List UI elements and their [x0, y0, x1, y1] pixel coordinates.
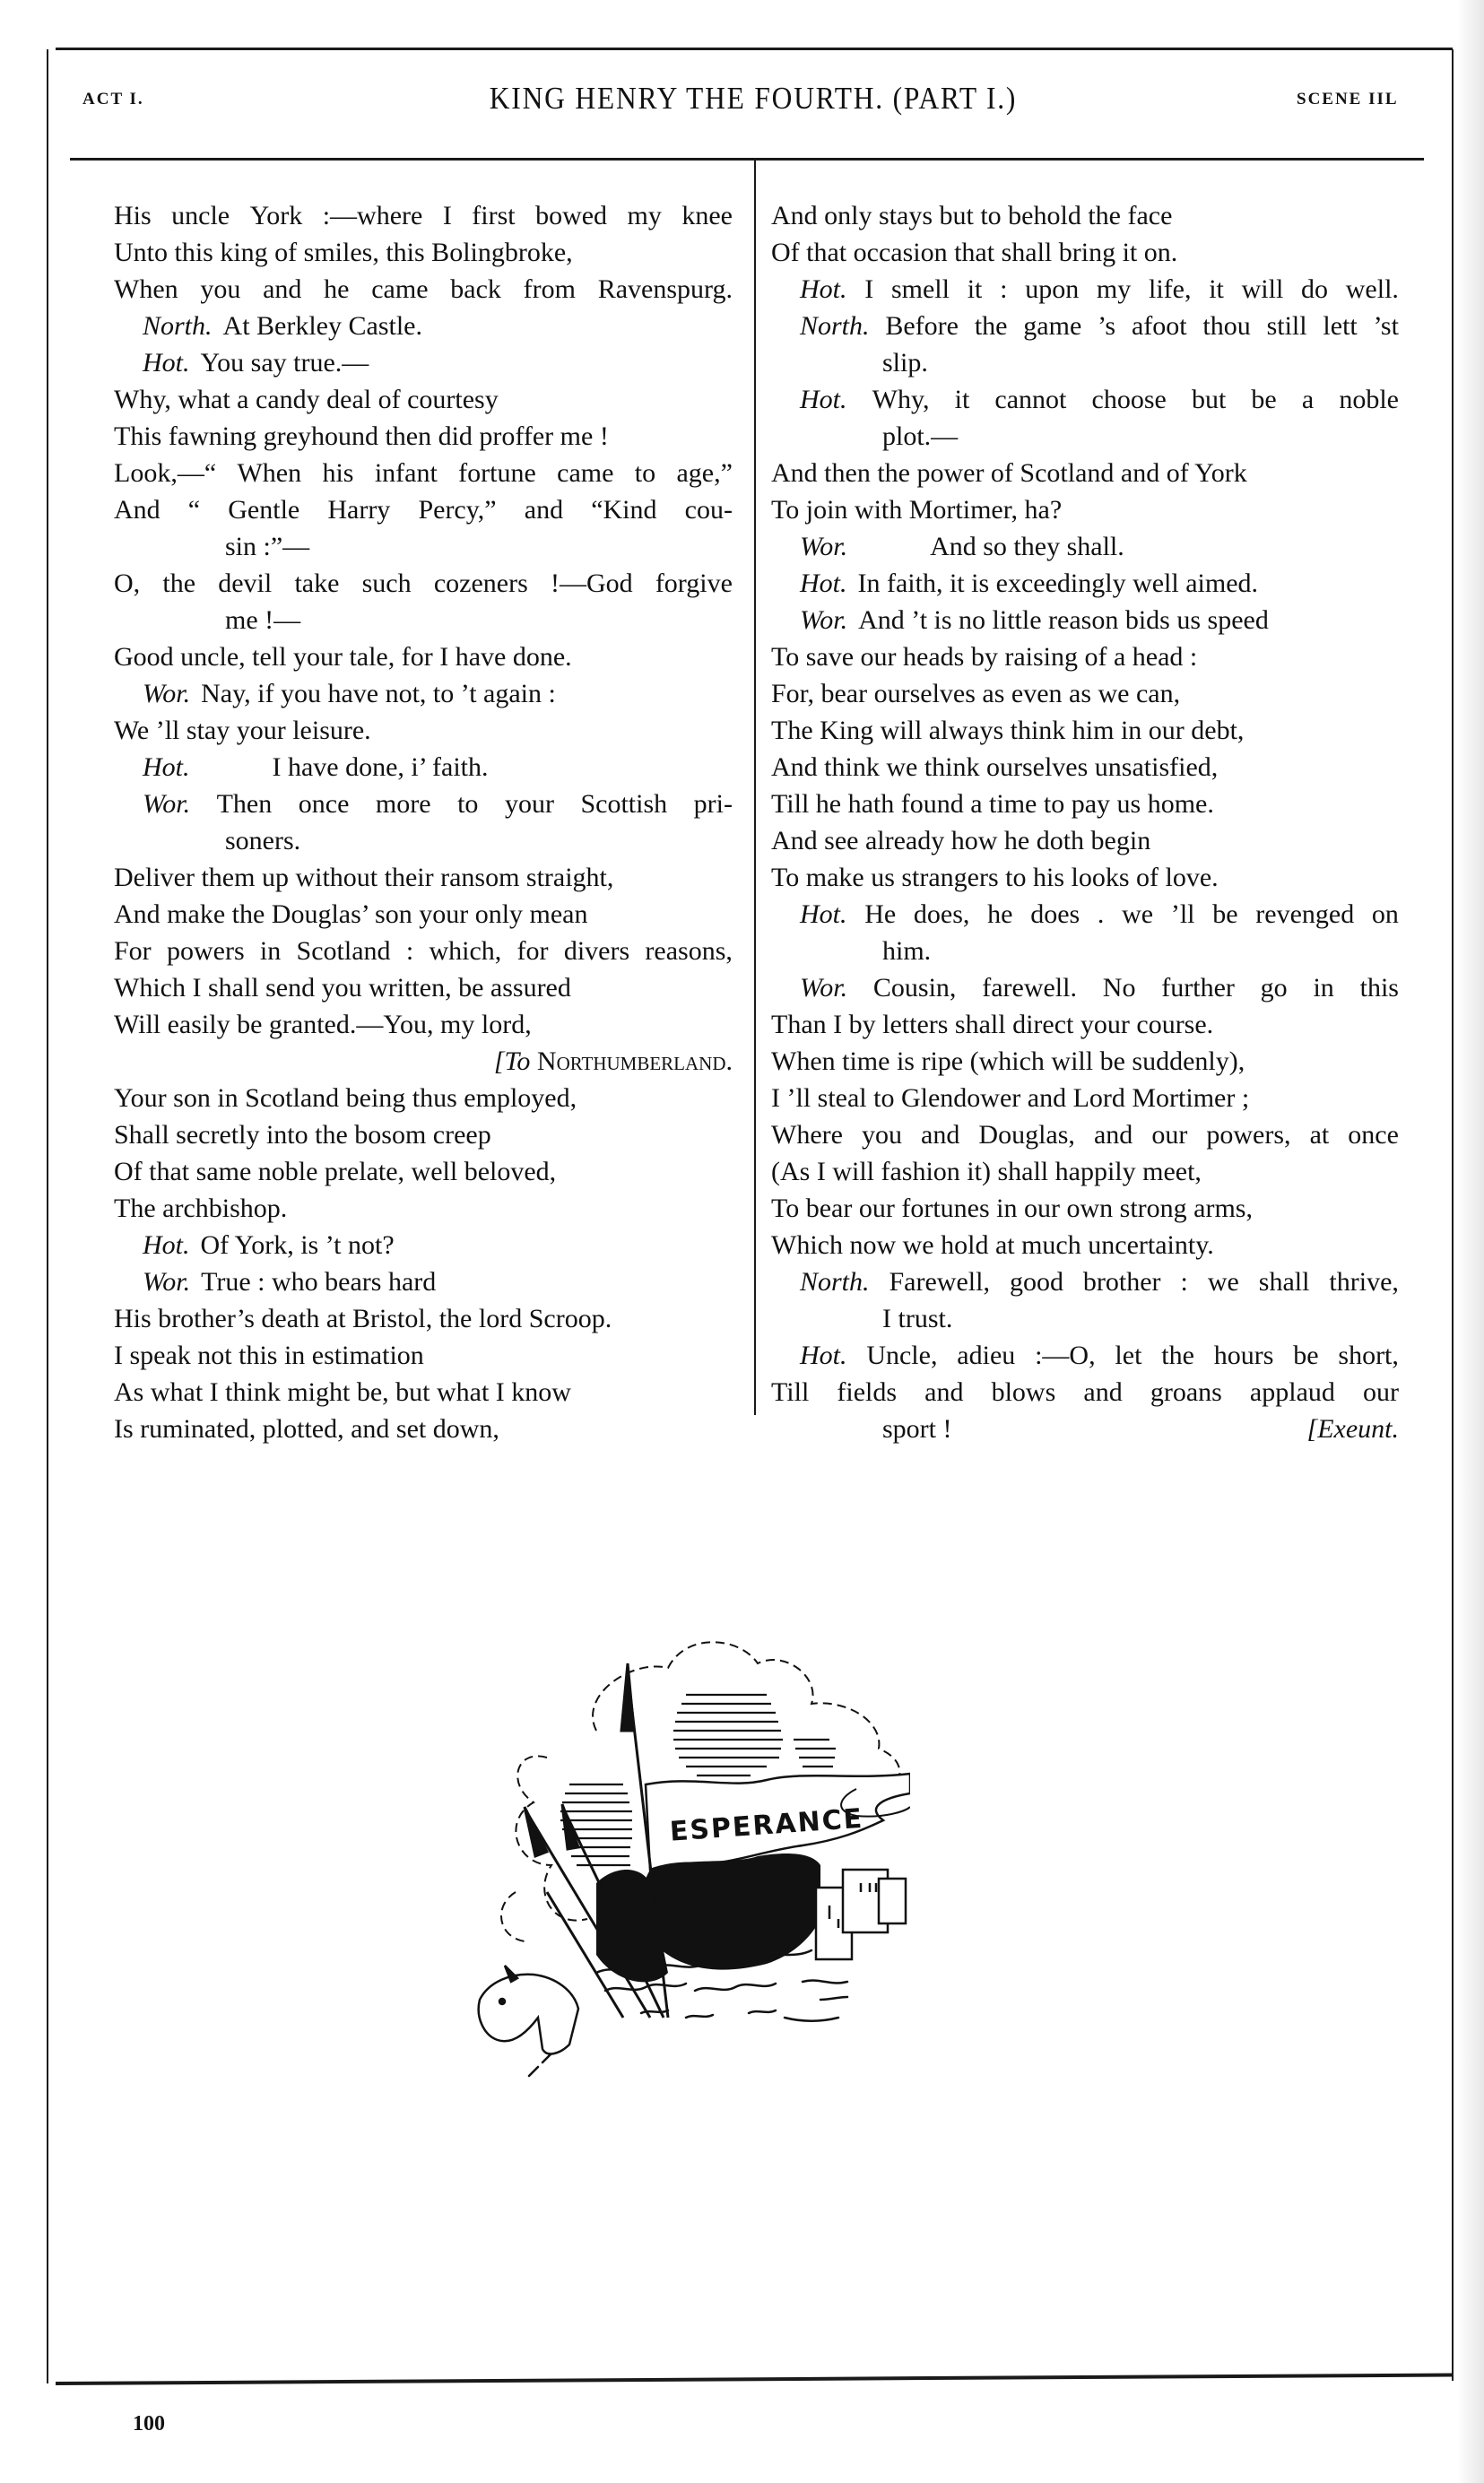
word: !—God	[550, 569, 633, 598]
verse-line	[771, 675, 1399, 712]
line-text: To save our heads by raising of a head :	[771, 642, 1198, 672]
verse-line	[771, 969, 1399, 1006]
word: And	[114, 495, 161, 525]
word: he	[987, 899, 1013, 929]
verse-line	[771, 234, 1399, 271]
direction-text: Northumberland.	[536, 1046, 733, 1076]
word: in	[1313, 973, 1334, 1003]
word: Then	[216, 789, 273, 819]
word: does,	[913, 899, 970, 929]
verse-line	[114, 234, 733, 271]
banner-text: ESPERANCE	[668, 1802, 865, 1848]
line-text: True : who bears hard	[201, 1267, 437, 1297]
word: such	[361, 569, 412, 598]
dark-foliage	[641, 1854, 820, 1970]
word: and	[1093, 1120, 1133, 1150]
verse-line	[771, 1043, 1399, 1080]
horse-head	[479, 1966, 578, 2053]
verse-line	[771, 1190, 1399, 1227]
word: still	[1266, 311, 1307, 341]
word: you	[861, 1120, 902, 1150]
word: When	[237, 458, 302, 488]
page-number: 100	[133, 2412, 165, 2435]
word: cou-	[684, 495, 733, 525]
frame-right-rule	[1452, 49, 1454, 2381]
esperance-tailpiece-illustration	[462, 1596, 910, 2134]
speaker-name: Wor.	[800, 605, 848, 635]
word: our	[1151, 1120, 1188, 1150]
line-text: soners.	[225, 826, 301, 855]
word: take	[294, 569, 340, 598]
line-text: I trust.	[882, 1304, 953, 1333]
word: O,	[114, 569, 141, 598]
verse-line	[114, 896, 733, 933]
word: I	[864, 274, 874, 304]
word: :	[1000, 274, 1008, 304]
line-text: You say true.—	[200, 348, 369, 378]
header-bottom-rule	[70, 158, 1424, 161]
verse-line	[771, 455, 1399, 491]
speaker-name: Hot.	[143, 348, 190, 378]
word: Douglas,	[978, 1120, 1075, 1150]
word: but	[1191, 385, 1227, 414]
line-text: To join with Mortimer, ha?	[771, 495, 1063, 525]
word: divers	[563, 936, 630, 966]
verse-line	[114, 1006, 733, 1043]
word: and	[524, 495, 564, 525]
word: ’ll	[1170, 899, 1195, 929]
word: “	[187, 495, 201, 525]
word: groans	[1150, 1377, 1222, 1407]
speaker-name: North.	[800, 311, 870, 341]
word: Before	[885, 311, 959, 341]
word: age,”	[676, 458, 733, 488]
verse-line	[114, 197, 733, 234]
line-text: At Berkley Castle.	[222, 311, 422, 341]
speaker-name: Hot.	[800, 899, 847, 929]
word: pri-	[693, 789, 733, 819]
verse-line	[114, 602, 733, 638]
column-divider	[754, 158, 756, 1415]
word: Ravenspurg.	[597, 274, 733, 304]
word: noble	[1339, 385, 1399, 414]
left-column	[114, 197, 733, 1447]
line-text: For, bear ourselves as even as we can,	[771, 679, 1181, 708]
word: ’s	[1098, 311, 1116, 341]
verse-line	[771, 1300, 1399, 1337]
line-text: We ’ll stay your leisure.	[114, 716, 371, 745]
word: .	[1097, 899, 1105, 929]
line-text: plot.—	[882, 421, 959, 451]
word: let	[1115, 1341, 1142, 1370]
word: Scottish	[580, 789, 668, 819]
word: hours	[1213, 1341, 1274, 1370]
word: farewell.	[982, 973, 1077, 1003]
verse-line	[114, 1190, 733, 1227]
word: cozeners	[433, 569, 528, 598]
verse-line	[771, 602, 1399, 638]
verse-line	[771, 1080, 1399, 1116]
verse-line	[114, 1153, 733, 1190]
word: choose	[1091, 385, 1167, 414]
line-text: sin :”—	[225, 532, 310, 561]
word: cannot	[994, 385, 1067, 414]
word: powers	[166, 936, 245, 966]
verse-line	[114, 1227, 733, 1263]
speaker-name: North.	[800, 1267, 870, 1297]
word: it	[967, 274, 983, 304]
line-text: And make the Douglas’ son your only mean	[114, 899, 588, 929]
page-edge-shadow	[1457, 0, 1484, 2483]
word: Gentle	[228, 495, 300, 525]
word: game	[1023, 311, 1082, 341]
word: more	[375, 789, 431, 819]
word: applaud	[1249, 1377, 1335, 1407]
line-text: slip.	[882, 348, 928, 378]
word: it	[954, 385, 970, 414]
verse-line	[771, 786, 1399, 822]
verse-line	[114, 344, 733, 381]
verse-line	[114, 822, 733, 859]
word: Look,—“	[114, 458, 217, 488]
word: infant	[374, 458, 438, 488]
word: lett	[1323, 311, 1358, 341]
word: powers,	[1206, 1120, 1291, 1150]
word: you	[200, 274, 241, 304]
word: upon	[1025, 274, 1080, 304]
word: fortune	[458, 458, 536, 488]
verse-line	[114, 1411, 733, 1447]
verse-line	[114, 712, 733, 749]
verse-line	[114, 565, 733, 602]
word: this	[1359, 973, 1399, 1003]
verse-line	[771, 1153, 1399, 1190]
word: afoot	[1131, 311, 1187, 341]
header-act: ACT I.	[82, 90, 144, 109]
word: will	[1241, 274, 1284, 304]
word: we	[1207, 1267, 1239, 1297]
word: blows	[991, 1377, 1056, 1407]
verse-line	[771, 1227, 1399, 1263]
speaker-name: Wor.	[143, 789, 191, 819]
line-text: sport !	[882, 1414, 952, 1444]
verse-line	[771, 308, 1399, 344]
line-text: I have done, i’ faith.	[272, 752, 489, 782]
word: he	[324, 274, 350, 304]
verse-line	[114, 859, 733, 896]
word: “Kind	[591, 495, 657, 525]
word: be	[1212, 899, 1238, 929]
word: go	[1260, 973, 1288, 1003]
word: from	[523, 274, 576, 304]
word: well.	[1345, 274, 1399, 304]
word: be	[1251, 385, 1277, 414]
word: fields	[837, 1377, 898, 1407]
word: :—where	[322, 201, 423, 230]
line-text: Of that occasion that shall bring it on.	[771, 238, 1178, 267]
speaker-name: Wor.	[143, 1267, 191, 1297]
word: life,	[1149, 274, 1192, 304]
word: uncle	[171, 201, 230, 230]
word: and	[921, 1120, 960, 1150]
line-text: And then the power of Scotland and of York	[771, 458, 1247, 488]
word: brother	[1082, 1267, 1161, 1297]
verse-line	[114, 1116, 733, 1153]
word: For	[114, 936, 152, 966]
word: forgive	[655, 569, 733, 598]
word: ’st	[1373, 311, 1399, 341]
word: adieu	[957, 1341, 1016, 1370]
word: at	[1309, 1120, 1330, 1150]
line-text: I ’ll steal to Glendower and Lord Mortimer ;	[771, 1083, 1250, 1113]
line-text: And see already how he doth begin	[771, 826, 1151, 855]
right-column	[771, 197, 1399, 1447]
verse-line	[771, 1006, 1399, 1043]
frame-top-rule	[56, 48, 1453, 50]
stage-direction	[114, 1043, 733, 1080]
line-text: And so they shall.	[930, 532, 1124, 561]
verse-line	[771, 749, 1399, 786]
word: does	[1030, 899, 1080, 929]
word: Scotland	[296, 936, 391, 966]
word: to	[457, 789, 479, 819]
word: devil	[218, 569, 273, 598]
verse-line	[114, 675, 733, 712]
speaker-name: Hot.	[800, 385, 847, 414]
word: it	[1209, 274, 1224, 304]
word: our	[1363, 1377, 1399, 1407]
verse-line	[771, 896, 1399, 933]
word: and	[263, 274, 302, 304]
word: further	[1161, 973, 1235, 1003]
word: reasons,	[645, 936, 733, 966]
verse-line	[114, 749, 733, 786]
verse-line	[771, 565, 1399, 602]
verse-line	[114, 381, 733, 418]
line-text: To make us strangers to his looks of love.	[771, 863, 1219, 892]
word: He	[864, 899, 897, 929]
word: York	[249, 201, 303, 230]
line-text: And ’t is no little reason bids us speed	[858, 605, 1269, 635]
verse-line	[771, 381, 1399, 418]
line-text: me !—	[225, 605, 301, 635]
word: to	[634, 458, 656, 488]
verse-line	[114, 271, 733, 308]
verse-line	[114, 1263, 733, 1300]
word: your	[504, 789, 554, 819]
word: thrive,	[1329, 1267, 1399, 1297]
line-text: him.	[882, 936, 932, 966]
line-text: Why, what a candy deal of courtesy	[114, 385, 499, 414]
line-text: In faith, it is exceedingly well aimed.	[857, 569, 1259, 598]
verse-line	[771, 859, 1399, 896]
word: once	[298, 789, 350, 819]
line-text: Which I shall send you written, be assured	[114, 973, 571, 1003]
line-text: Will easily be granted.—You, my lord,	[114, 1010, 532, 1039]
word: Uncle,	[866, 1341, 938, 1370]
word: smell	[890, 274, 950, 304]
line-text: The King will always think him in our debt,	[771, 716, 1245, 745]
speaker-name: North.	[143, 311, 213, 341]
verse-line	[114, 1374, 733, 1411]
header-scene: SCENE IIL	[1297, 90, 1399, 109]
line-text: Shall secretly into the bosom creep	[114, 1120, 491, 1150]
line-text: Unto this king of smiles, this Bolingbroke,	[114, 238, 573, 267]
verse-line	[114, 418, 733, 455]
verse-line	[771, 491, 1399, 528]
word: When	[114, 274, 178, 304]
word: and	[924, 1377, 964, 1407]
word: be	[1293, 1341, 1319, 1370]
line-text: Than I by letters shall direct your course.	[771, 1010, 1214, 1039]
header-title: KING HENRY THE FOURTH. (PART I.)	[489, 81, 1018, 116]
word: :	[405, 936, 414, 966]
line-text: And think we think ourselves unsatisfied,	[771, 752, 1219, 782]
line-text: Deliver them up without their ransom straight,	[114, 863, 614, 892]
verse-line	[771, 197, 1399, 234]
verse-line	[771, 528, 1399, 565]
verse-line	[114, 933, 733, 969]
line-text: His brother’s death at Bristol, the lord Scroop.	[114, 1304, 612, 1333]
word: the	[162, 569, 196, 598]
verse-line	[771, 933, 1399, 969]
word: :—O,	[1035, 1341, 1096, 1370]
word: Why,	[872, 385, 930, 414]
line-text: Of York, is ’t not?	[200, 1230, 395, 1260]
exit-direction: [Exeunt.	[1306, 1414, 1399, 1444]
word: his	[322, 458, 354, 488]
frame-left-rule	[47, 49, 48, 2383]
word: the	[1161, 1341, 1194, 1370]
word: back	[450, 274, 501, 304]
verse-line	[771, 712, 1399, 749]
word: Farewell,	[889, 1267, 990, 1297]
speaker-name: Hot.	[800, 569, 847, 598]
word: Percy,”	[418, 495, 497, 525]
word: came	[557, 458, 614, 488]
line-text: Till he hath found a time to pay us home.	[771, 789, 1214, 819]
speaker-name: Wor.	[143, 679, 191, 708]
line-text: As what I think might be, but what I know	[114, 1377, 571, 1407]
word: which,	[429, 936, 502, 966]
line-text: Which now we hold at much uncertainty.	[771, 1230, 1214, 1260]
word: :	[1180, 1267, 1188, 1297]
word: Till	[771, 1377, 810, 1407]
word: knee	[681, 201, 733, 230]
line-text: Nay, if you have not, to ’t again :	[201, 679, 556, 708]
word: His	[114, 201, 152, 230]
line-text: (As I will fashion it) shall happily meet,	[771, 1157, 1202, 1186]
word: for	[516, 936, 549, 966]
verse-line	[114, 1080, 733, 1116]
word: bowed	[535, 201, 608, 230]
verse-line	[114, 1300, 733, 1337]
word: in	[259, 936, 282, 966]
verse-line	[771, 418, 1399, 455]
line-text: The archbishop.	[114, 1194, 288, 1223]
word: my	[627, 201, 662, 230]
verse-line	[114, 491, 733, 528]
line-text: I speak not this in estimation	[114, 1341, 424, 1370]
verse-line	[114, 308, 733, 344]
verse-line	[771, 638, 1399, 675]
word: the	[974, 311, 1008, 341]
verse-line	[771, 1263, 1399, 1300]
line-text: When time is ripe (which will be suddenly),	[771, 1046, 1245, 1076]
verse-line	[771, 1337, 1399, 1374]
word: we	[1122, 899, 1154, 929]
word: do	[1301, 274, 1329, 304]
speaker-name: Hot.	[143, 752, 190, 782]
line-text: This fawning greyhound then did proffer me !	[114, 421, 609, 451]
line-text: Good uncle, tell your tale, for I have done.	[114, 642, 572, 672]
castle	[816, 1870, 906, 1959]
verse-line	[771, 1374, 1399, 1411]
word: good	[1009, 1267, 1063, 1297]
line-text: Of that same noble prelate, well beloved,	[114, 1157, 557, 1186]
verse-line	[771, 271, 1399, 308]
word: a	[1301, 385, 1315, 414]
word: came	[371, 274, 429, 304]
word: once	[1348, 1120, 1399, 1150]
verse-line	[771, 1411, 1399, 1447]
line-text: And only stays but to behold the face	[771, 201, 1173, 230]
verse-line	[771, 1116, 1399, 1153]
word: thou	[1202, 311, 1251, 341]
word: my	[1096, 274, 1132, 304]
word: Harry	[327, 495, 391, 525]
word: shall	[1258, 1267, 1310, 1297]
word: on	[1371, 899, 1399, 929]
verse-line	[771, 822, 1399, 859]
word: Where	[771, 1120, 843, 1150]
direction-prefix: [To	[493, 1046, 531, 1076]
verse-line	[771, 344, 1399, 381]
verse-line	[114, 455, 733, 491]
verse-line	[114, 638, 733, 675]
speaker-name: Wor.	[800, 532, 848, 561]
speaker-name: Wor.	[800, 973, 848, 1003]
word: I	[442, 201, 452, 230]
word: Cousin,	[872, 973, 957, 1003]
verse-line	[114, 1337, 733, 1374]
word: and	[1083, 1377, 1123, 1407]
word: first	[472, 201, 516, 230]
line-text: Your son in Scotland being thus employed,	[114, 1083, 577, 1113]
line-text: To bear our fortunes in our own strong arms,	[771, 1194, 1253, 1223]
verse-line	[114, 969, 733, 1006]
word: revenged	[1255, 899, 1355, 929]
speaker-name: Hot.	[800, 1341, 847, 1370]
verse-line	[114, 786, 733, 822]
speaker-name: Hot.	[800, 274, 847, 304]
verse-line	[114, 528, 733, 565]
word: No	[1102, 973, 1136, 1003]
frame-bottom-rule	[56, 2373, 1453, 2385]
line-text: Is ruminated, plotted, and set down,	[114, 1414, 499, 1444]
speaker-name: Hot.	[143, 1230, 190, 1260]
word: short,	[1338, 1341, 1399, 1370]
